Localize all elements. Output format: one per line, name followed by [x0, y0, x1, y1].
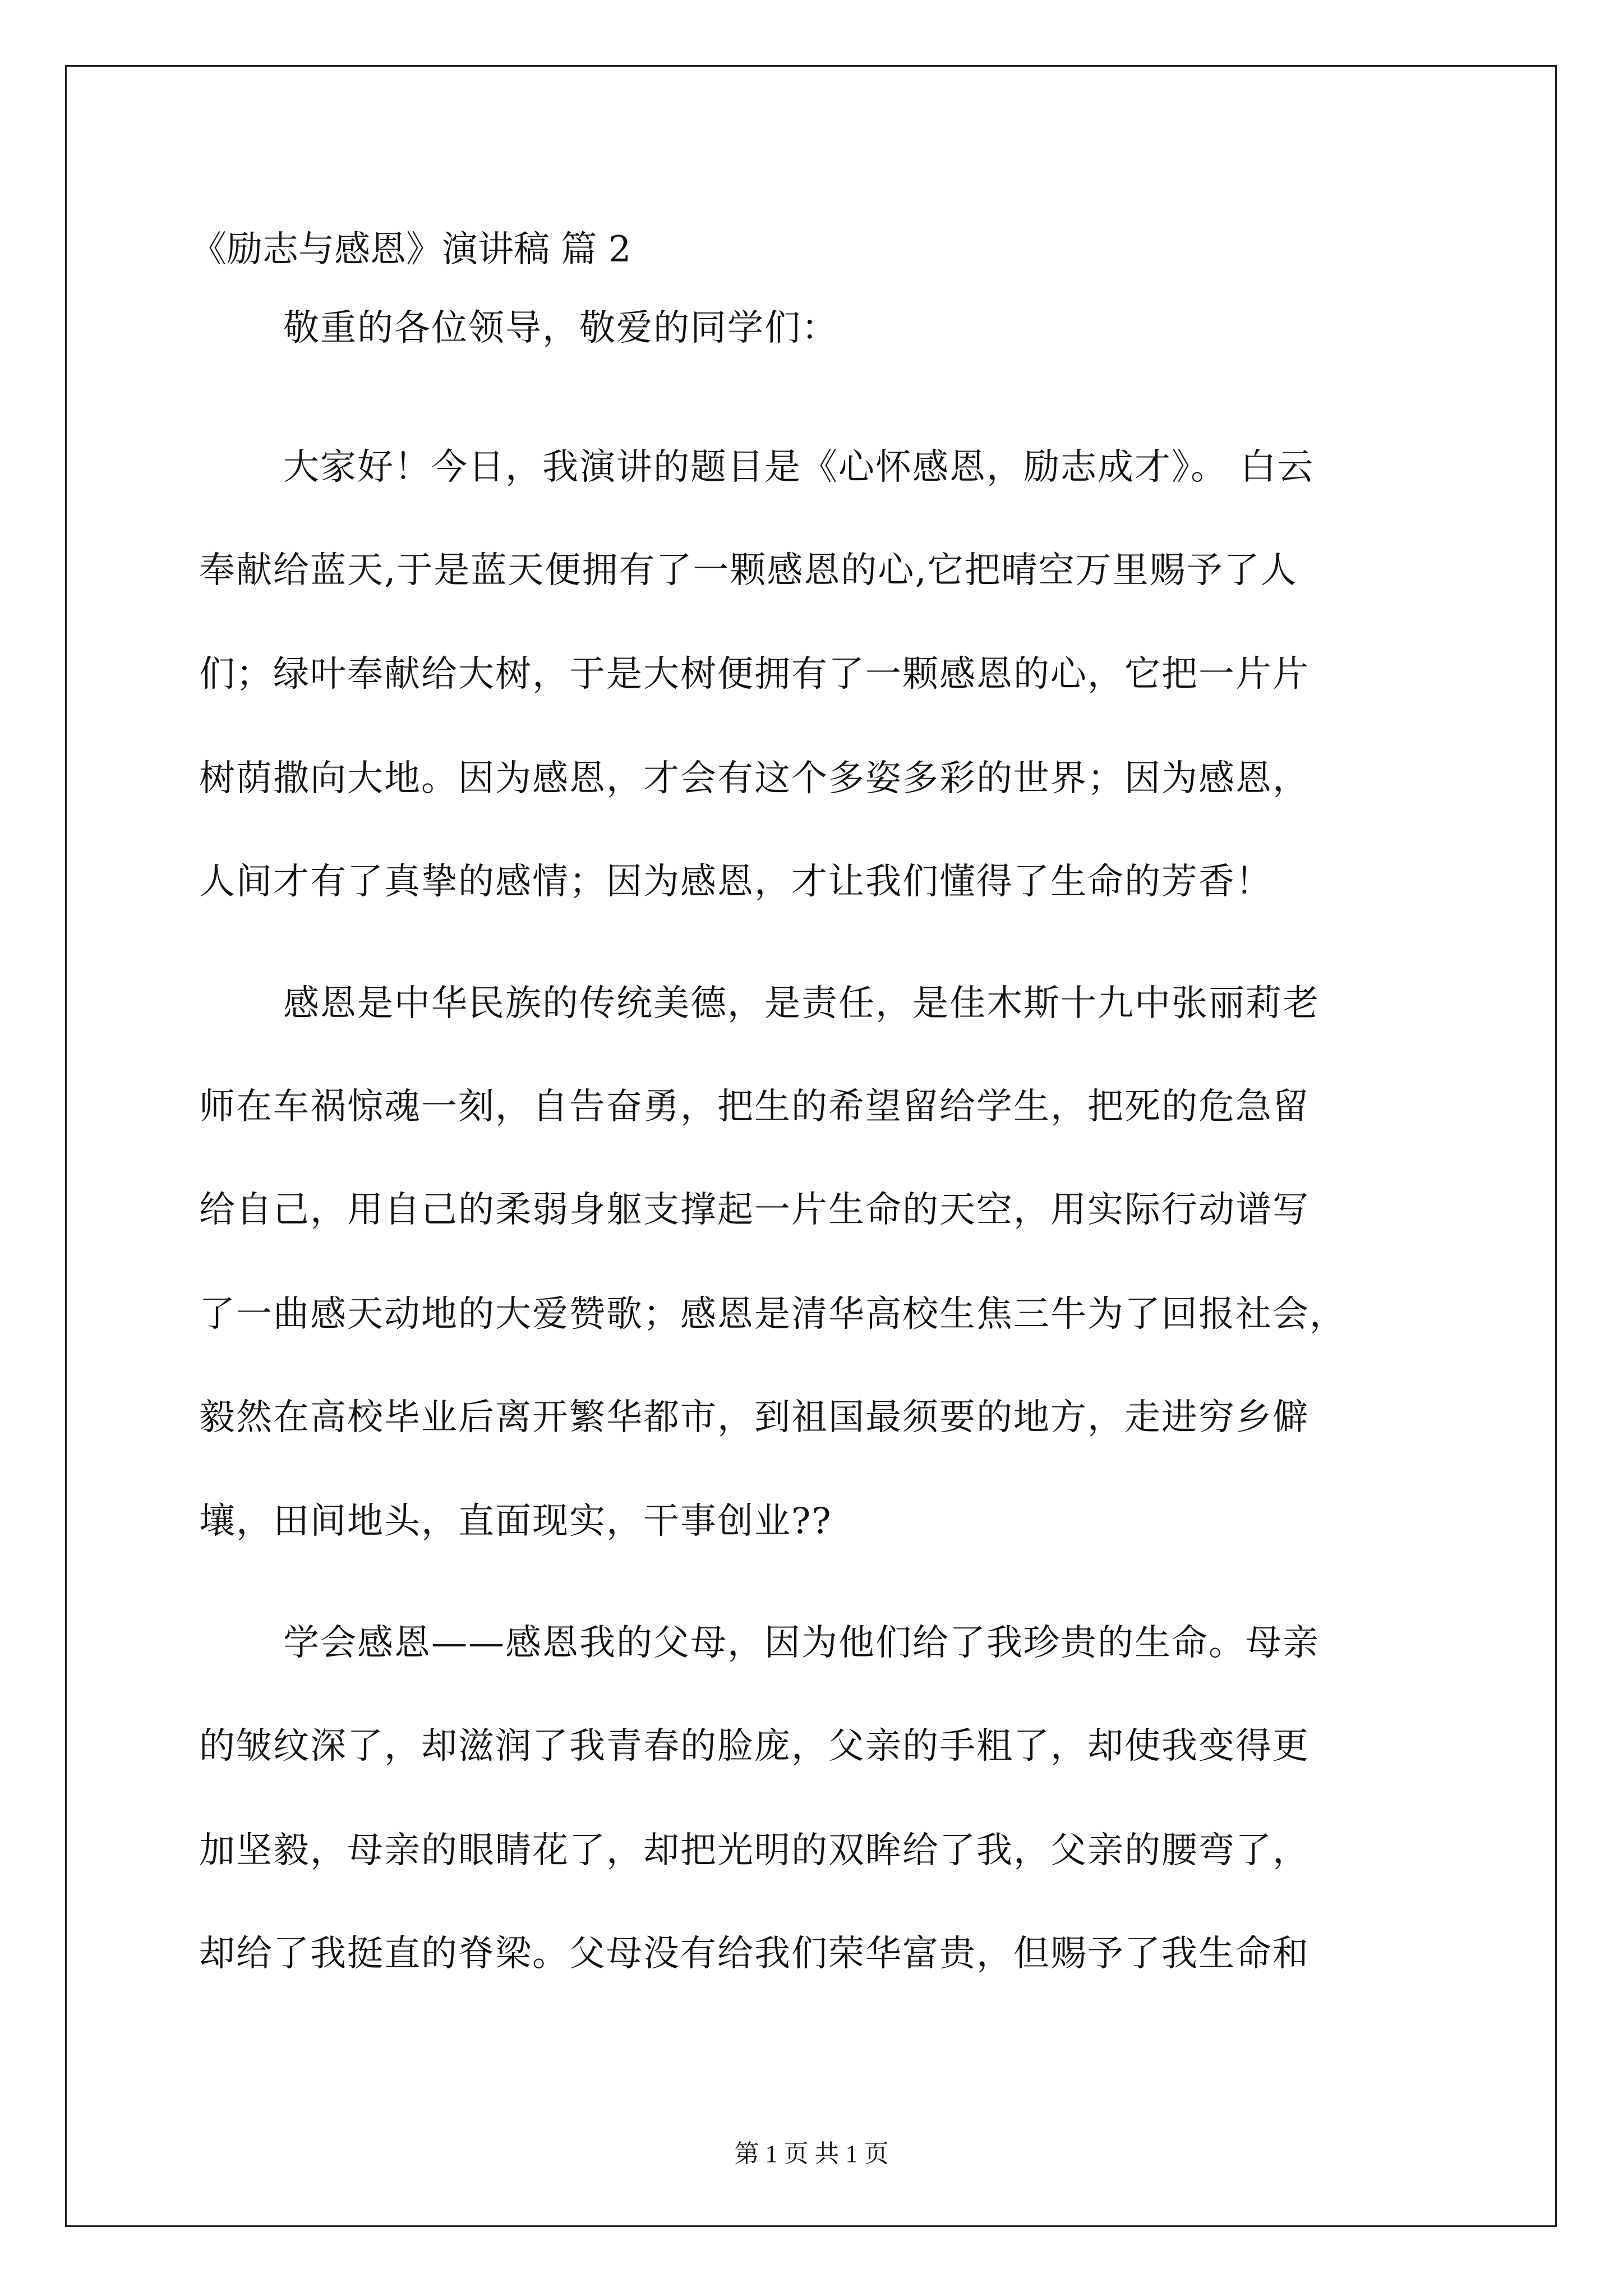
body-line: 壤，田间地头，直面现实，干事创业?? [199, 1501, 832, 1542]
body-line: 大家好！今日，我演讲的题目是《心怀感恩，励志成才》。 白云 [283, 447, 1315, 488]
body-line: 人间才有了真挚的感情；因为感恩，才让我们懂得了生命的芳香！ [199, 861, 1272, 903]
page-number-footer: 第 1 页 共 1 页 [734, 2140, 889, 2168]
body-line: 毅然在高校毕业后离开繁华都市，到祖国最须要的地方，走进穷乡僻 [199, 1397, 1310, 1438]
body-line: 敬重的各位领导，敬爱的同学们： [283, 307, 838, 349]
body-line: 的皱纹深了，却滋润了我青春的脸庞，父亲的手粗了，却使我变得更 [199, 1726, 1310, 1767]
body-line: 奉献给蓝天,于是蓝天便拥有了一颗感恩的心,它把晴空万里赐予了人 [199, 550, 1298, 591]
body-line: 给自己，用自己的柔弱身躯支撑起一片生命的天空，用实际行动谱写 [199, 1189, 1310, 1231]
body-line: 学会感恩——感恩我的父母，因为他们给了我珍贵的生命。母亲 [283, 1622, 1320, 1664]
body-line: 们；绿叶奉献给大树，于是大树便拥有了一颗感恩的心，它把一片片 [199, 654, 1310, 695]
document-title: 《励志与感恩》演讲稿 篇 2 [191, 229, 631, 270]
page-border [65, 65, 1557, 2227]
body-line: 却给了我挺直的脊梁。父母没有给我们荣华富贵，但赐予了我生命和 [199, 1933, 1310, 1975]
body-line: 树荫撒向大地。因为感恩，才会有这个多姿多彩的世界；因为感恩， [199, 758, 1310, 799]
body-line: 师在车祸惊魂一刻，自告奋勇，把生的希望留给学生，把死的危急留 [199, 1086, 1310, 1128]
body-line: 了一曲感天动地的大爱赞歌；感恩是清华高校生焦三牛为了回报社会， [199, 1294, 1347, 1335]
body-line: 加坚毅，母亲的眼睛花了，却把光明的双眸给了我，父亲的腰弯了， [199, 1830, 1310, 1871]
body-line: 感恩是中华民族的传统美德，是责任，是佳木斯十九中张丽莉老 [283, 983, 1320, 1024]
